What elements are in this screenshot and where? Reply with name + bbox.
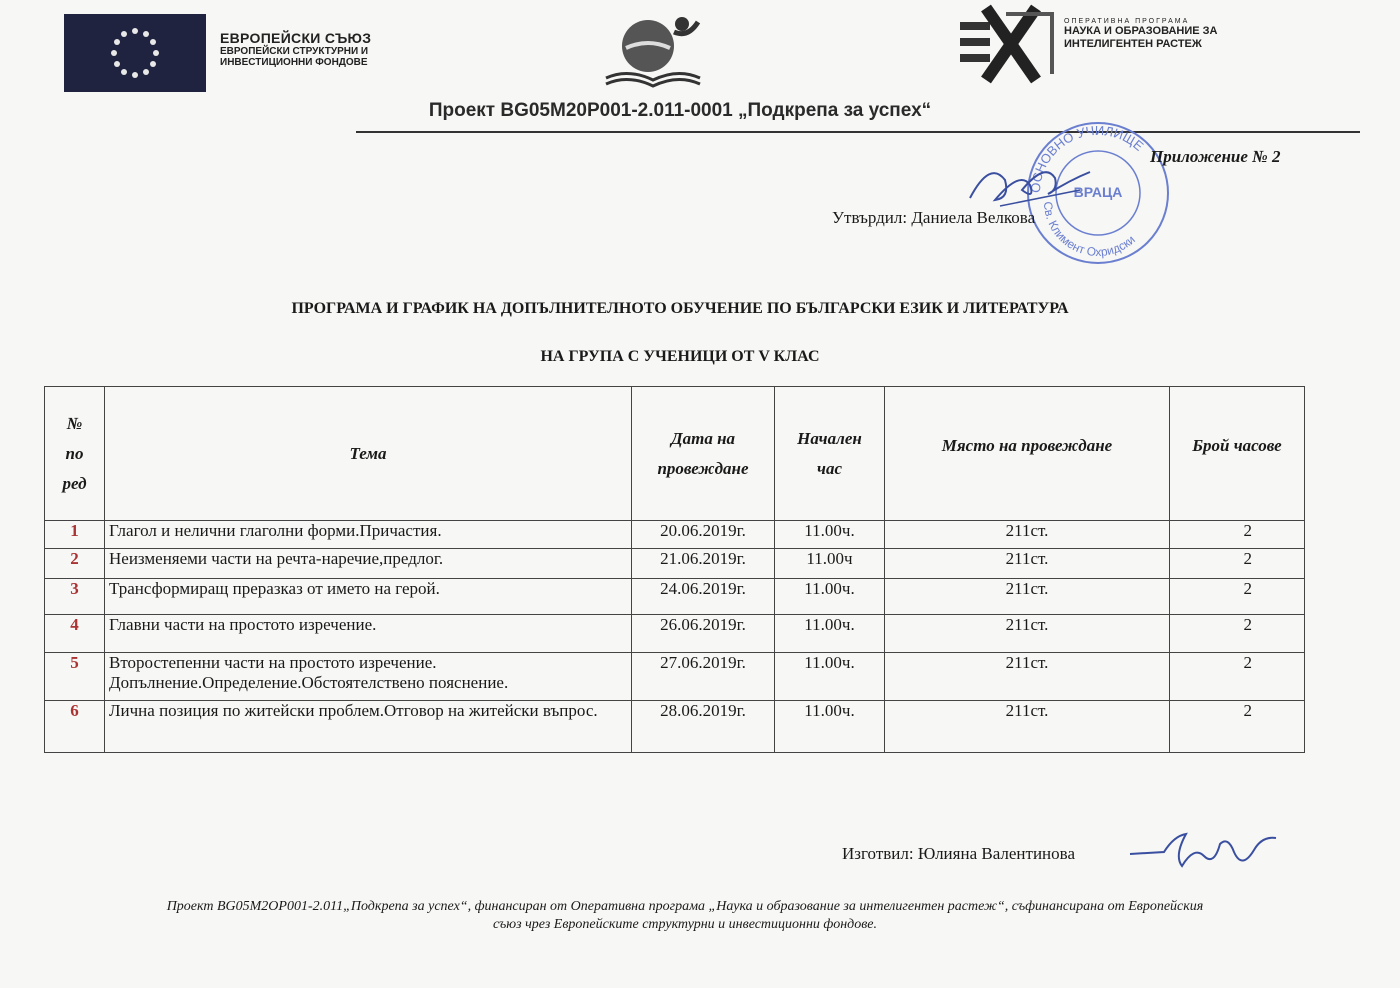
eu-line2: ЕВРОПЕЙСКИ СТРУКТУРНИ И — [220, 46, 369, 57]
op-line2: ИНТЕЛИГЕНТЕН РАСТЕЖ — [1064, 38, 1202, 50]
row-number: 4 — [45, 615, 105, 653]
header-topic: Тема — [105, 387, 632, 521]
row-hours: 2 — [1170, 579, 1305, 615]
document-subtitle: НА ГРУПА С УЧЕНИЦИ ОТ V КЛАС — [540, 348, 820, 365]
row-topic: Второстепенни части на простото изречение. Допълнение.Определение.Обстоятелствено пояснение. — [105, 653, 632, 701]
row-number: 5 — [45, 653, 105, 701]
row-number: 2 — [45, 549, 105, 579]
eu-line1: ЕВРОПЕЙСКИ СЪЮЗ — [220, 30, 372, 46]
row-topic: Трансформиращ преразказ от името на герой. — [105, 579, 632, 615]
footer-line1: Проект BG05M2OP001-2.011„Подкрепа за успех“, финансиран от Оперативна програма „Наука и образование за интелигентен растеж“, съфинансирана от Европейския — [166, 899, 1204, 914]
footer-note — [40, 898, 1330, 934]
row-place: 211ст. — [885, 549, 1170, 579]
row-hours: 2 — [1170, 521, 1305, 549]
row-date: 28.06.2019г. — [632, 701, 775, 753]
header-divider — [356, 131, 1360, 133]
preparer-signature — [1124, 826, 1284, 876]
row-date: 26.06.2019г. — [632, 615, 775, 653]
prepared-by: Изготвил: Юлияна Валентинова — [842, 844, 1076, 863]
op-small-line: ОПЕРАТИВНА ПРОГРАМА — [1064, 18, 1190, 25]
header-start — [775, 387, 885, 521]
row-date: 24.06.2019г. — [632, 579, 775, 615]
row-place: 211ст. — [885, 521, 1170, 549]
table-row — [45, 521, 1305, 549]
row-place: 211ст. — [885, 653, 1170, 701]
row-place: 211ст. — [885, 579, 1170, 615]
approved-by: Утвърдил: Даниела Велкова — [832, 208, 1036, 227]
header-number — [45, 387, 105, 521]
row-hours: 2 — [1170, 549, 1305, 579]
row-number: 1 — [45, 521, 105, 549]
project-title: Проект BG05M20P001-2.011-0001 „Подкрепа за успех“ — [428, 100, 932, 121]
table-row — [45, 549, 1305, 579]
header-number-line3: ред — [62, 473, 87, 493]
row-date: 21.06.2019г. — [632, 549, 775, 579]
row-start: 11.00ч. — [775, 521, 885, 549]
header-number-line2: по — [65, 443, 84, 463]
header-date-line2: провеждане — [657, 458, 749, 478]
row-start: 11.00ч. — [775, 615, 885, 653]
stamp-bottom-text: Св. Климент Охридски — [1040, 201, 1138, 260]
row-hours: 2 — [1170, 615, 1305, 653]
table-row — [45, 701, 1305, 753]
table-row — [45, 615, 1305, 653]
header-number-line1: № — [66, 413, 83, 433]
row-number: 6 — [45, 701, 105, 753]
row-place: 211ст. — [885, 701, 1170, 753]
eu-line3: ИНВЕСТИЦИОННИ ФОНДОВЕ — [220, 57, 368, 68]
row-hours: 2 — [1170, 653, 1305, 701]
eu-flag-logo — [64, 14, 206, 92]
operational-programme-logo — [956, 4, 1060, 84]
header-place: Място на провеждане — [885, 387, 1170, 521]
row-topic: Главни части на простото изречение. — [105, 615, 632, 653]
row-date: 27.06.2019г. — [632, 653, 775, 701]
row-start: 11.00ч. — [775, 653, 885, 701]
table-row — [45, 653, 1305, 701]
row-start: 11.00ч — [775, 549, 885, 579]
stamp-city: ВРАЦА — [1073, 184, 1123, 200]
row-start: 11.00ч. — [775, 579, 885, 615]
row-date: 20.06.2019г. — [632, 521, 775, 549]
row-number: 3 — [45, 579, 105, 615]
row-start: 11.00ч. — [775, 701, 885, 753]
header-start-line2: час — [817, 458, 842, 478]
header-date-line1: Дата на — [670, 428, 736, 448]
row-hours: 2 — [1170, 701, 1305, 753]
table-header-row — [45, 387, 1305, 521]
header-date — [632, 387, 775, 521]
row-place: 211ст. — [885, 615, 1170, 653]
eu-text-block — [220, 30, 371, 68]
document-title: ПРОГРАМА И ГРАФИК НА ДОПЪЛНИТЕЛНОТО ОБУЧЕНИЕ ПО БЪЛГАРСКИ ЕЗИК И ЛИТЕРАТУРА — [291, 300, 1069, 317]
row-topic: Глагол и нелични глаголни форми.Причастия. — [105, 521, 632, 549]
schedule-table — [44, 386, 1305, 753]
footer-line2: съюз чрез Европейските структурни и инвестиционни фондове. — [492, 917, 878, 932]
header-start-line1: Начален — [797, 428, 862, 448]
table-row — [45, 579, 1305, 615]
row-topic: Лична позиция по житейски проблем.Отговор на житейски въпрос. — [105, 701, 632, 753]
stamp-top-text: ОСНОВНО УЧИЛИЩЕ — [1027, 122, 1147, 194]
row-topic: Неизменяеми части на речта-наречие,предлог. — [105, 549, 632, 579]
header-hours: Брой часове — [1170, 387, 1305, 521]
annex-label: Приложение № 2 — [1150, 147, 1281, 166]
book-globe-logo — [598, 8, 708, 92]
op-line1: НАУКА И ОБРАЗОВАНИЕ ЗА — [1064, 25, 1218, 37]
op-text-block — [1064, 18, 1217, 51]
